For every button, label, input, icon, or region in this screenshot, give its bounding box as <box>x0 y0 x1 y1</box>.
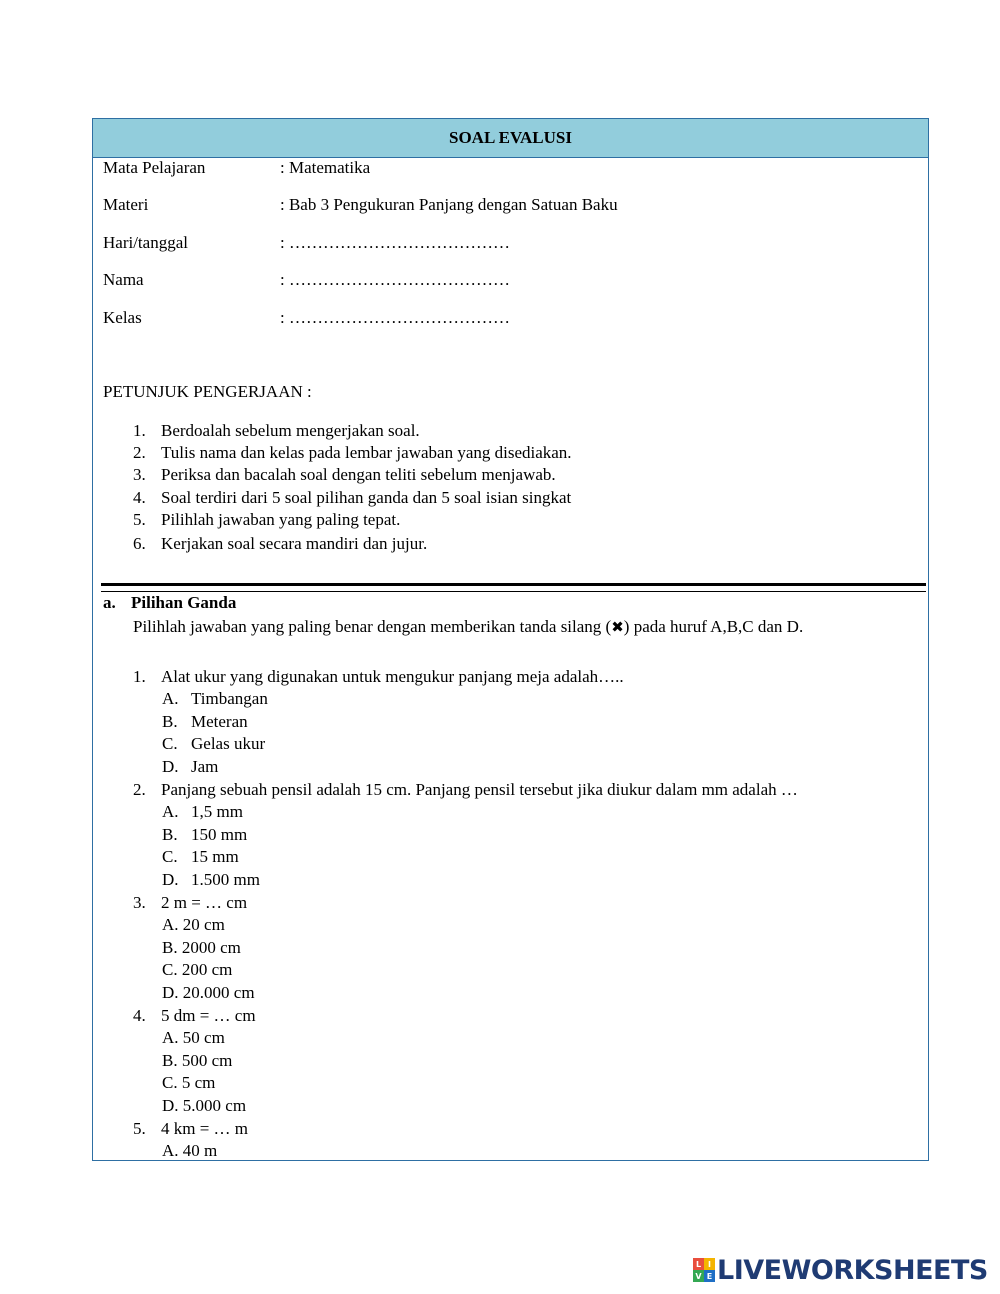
question-number: 1. <box>133 667 146 686</box>
option-2d[interactable]: D. 1.500 mm <box>162 870 260 889</box>
instruction-number: 2. <box>133 443 146 462</box>
section-title: Pilihan Ganda <box>131 593 237 612</box>
question-5 <box>133 1118 248 1140</box>
question-text: 5 dm = … cm <box>161 1006 256 1025</box>
option-1b[interactable]: B. Meteran <box>162 712 248 731</box>
info-value-subject: : Matematika <box>280 158 371 177</box>
instruction-number: 5. <box>133 510 146 529</box>
instruction-item <box>133 442 572 464</box>
instruction-text-before: Pilihlah jawaban yang paling benar dengan memberikan tanda silang ( <box>133 617 612 636</box>
info-label-date: Hari/tanggal <box>103 233 188 252</box>
instruction-number: 1. <box>133 421 146 440</box>
instruction-item <box>133 420 420 442</box>
instruction-text: Kerjakan soal secara mandiri dan jujur. <box>161 534 428 553</box>
info-value-name[interactable]: : ………………………………… <box>280 270 510 289</box>
instruction-text: Berdoalah sebelum mengerjakan soal. <box>161 421 420 440</box>
info-value-class[interactable]: : ………………………………… <box>280 308 510 327</box>
worksheet-frame <box>92 118 929 1161</box>
question-2 <box>133 779 798 801</box>
option-5a[interactable]: A. 40 m <box>162 1141 218 1160</box>
instruction-number: 3. <box>133 465 146 484</box>
question-number: 4. <box>133 1006 146 1025</box>
section-divider <box>101 583 926 592</box>
section-a-instruction <box>133 616 803 638</box>
question-number: 3. <box>133 893 146 912</box>
instruction-text: Pilihlah jawaban yang paling tepat. <box>161 510 401 529</box>
section-letter: a. <box>103 593 116 612</box>
option-1a[interactable]: A. Timbangan <box>162 689 268 708</box>
option-2c[interactable]: C. 15 mm <box>162 847 239 866</box>
info-label-class: Kelas <box>103 308 142 327</box>
question-number: 5. <box>133 1119 146 1138</box>
instruction-item <box>133 509 400 531</box>
info-value-material: : Bab 3 Pengukuran Panjang dengan Satuan Baku <box>280 195 618 214</box>
question-3 <box>133 892 247 914</box>
option-3c[interactable]: C. 200 cm <box>162 960 233 979</box>
info-label-subject: Mata Pelajaran <box>103 158 206 177</box>
instruction-item <box>133 487 571 509</box>
info-value-date[interactable]: : ………………………………… <box>280 233 510 252</box>
instruction-number: 4. <box>133 488 146 507</box>
option-1d[interactable]: D. Jam <box>162 757 219 776</box>
option-2a[interactable]: A. 1,5 mm <box>162 802 243 821</box>
option-3d[interactable]: D. 20.000 cm <box>162 983 255 1002</box>
option-4b[interactable]: B. 500 cm <box>162 1051 233 1070</box>
question-4 <box>133 1005 256 1027</box>
liveworksheets-logo <box>693 1255 988 1285</box>
instruction-text: Periksa dan bacalah soal dengan teliti sebelum menjawab. <box>161 465 556 484</box>
instruction-item <box>133 464 556 486</box>
cross-mark-icon: ✖ <box>611 618 624 636</box>
info-label-material: Materi <box>103 195 149 214</box>
question-text: Alat ukur yang digunakan untuk mengukur panjang meja adalah….. <box>161 667 624 686</box>
logo-text: LIVEWORKSHEETS <box>717 1254 988 1286</box>
logo-grid-icon: L I V E <box>693 1258 715 1282</box>
instructions-heading: PETUNJUK PENGERJAAN : <box>103 382 312 401</box>
option-3b[interactable]: B. 2000 cm <box>162 938 241 957</box>
instruction-item <box>133 533 427 555</box>
instruction-text: Tulis nama dan kelas pada lembar jawaban yang disediakan. <box>161 443 572 462</box>
option-3a[interactable]: A. 20 cm <box>162 915 225 934</box>
question-text: Panjang sebuah pensil adalah 15 cm. Panjang pensil tersebut jika diukur dalam mm adalah … <box>161 780 798 799</box>
section-a-heading <box>103 592 236 614</box>
worksheet-title: SOAL EVALUSI <box>93 119 928 158</box>
option-4c[interactable]: C. 5 cm <box>162 1073 216 1092</box>
question-1 <box>133 666 624 688</box>
info-label-name: Nama <box>103 270 144 289</box>
instruction-text: Soal terdiri dari 5 soal pilihan ganda dan 5 soal isian singkat <box>161 488 572 507</box>
question-number: 2. <box>133 780 146 799</box>
option-4a[interactable]: A. 50 cm <box>162 1028 225 1047</box>
option-1c[interactable]: C. Gelas ukur <box>162 734 266 753</box>
question-text: 2 m = … cm <box>161 893 248 912</box>
question-text: 4 km = … m <box>161 1119 249 1138</box>
option-4d[interactable]: D. 5.000 cm <box>162 1096 247 1115</box>
option-2b[interactable]: B. 150 mm <box>162 825 248 844</box>
instruction-number: 6. <box>133 534 146 553</box>
instruction-text-after: ) pada huruf A,B,C dan D. <box>623 617 804 636</box>
